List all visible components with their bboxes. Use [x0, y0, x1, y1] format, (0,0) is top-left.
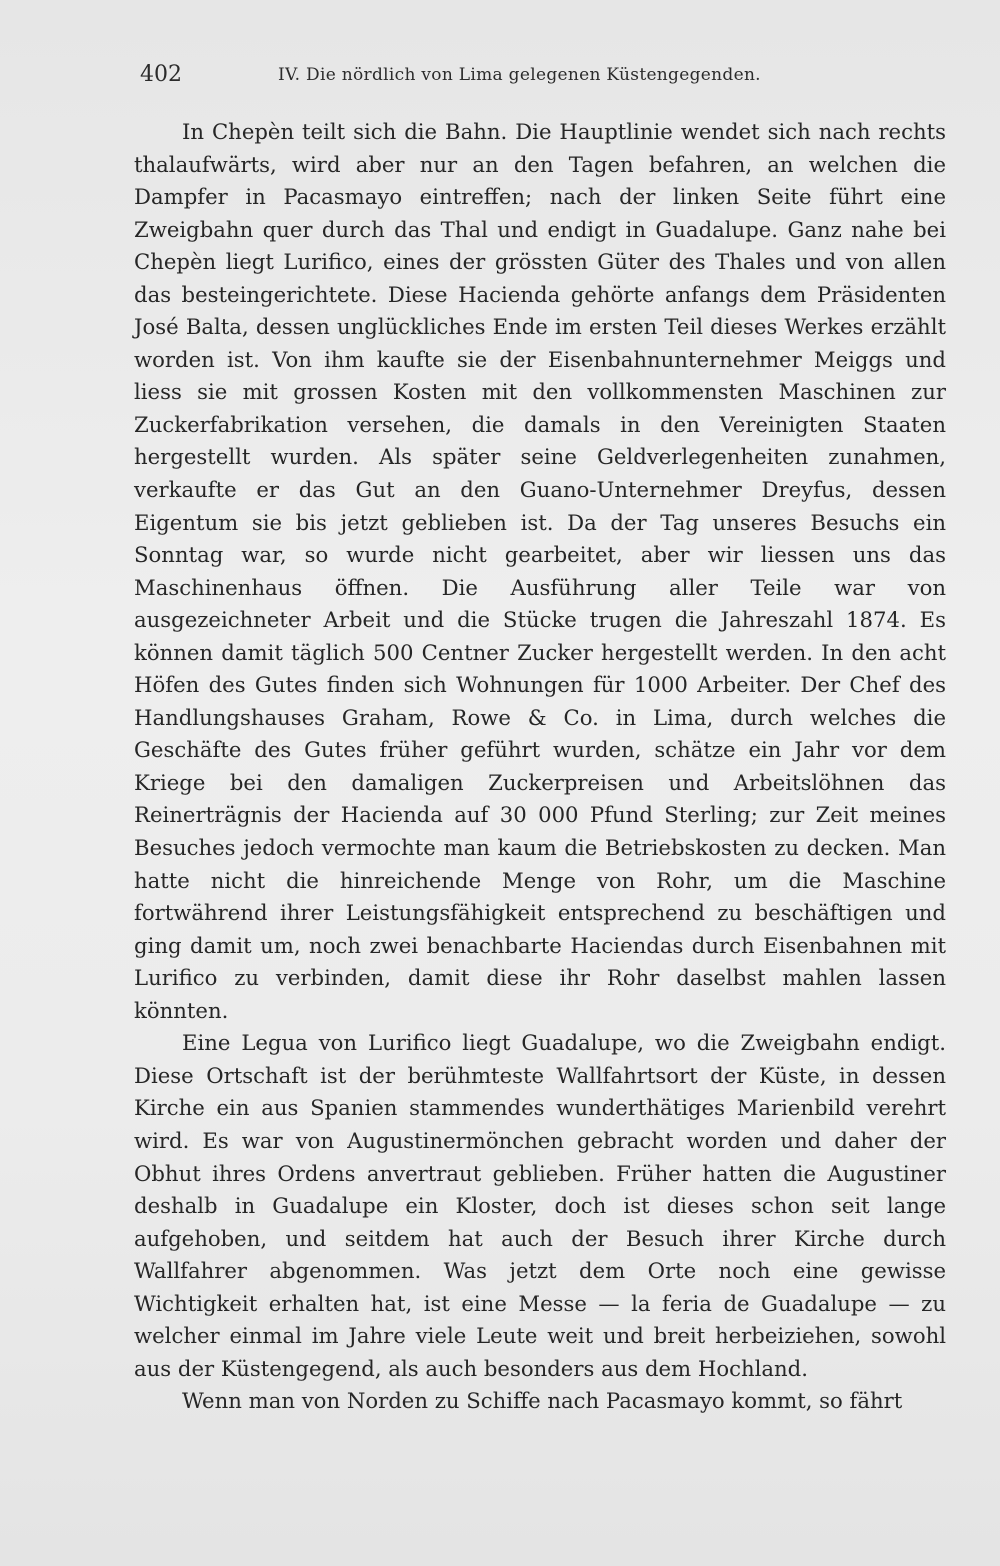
page-number: 402	[140, 62, 182, 87]
body-text	[134, 116, 946, 1418]
paragraph-guadalupe: Eine Legua von Lurifico liegt Guadalupe, wo die Zweigbahn endigt. Diese Ortschaft ist der berühmteste Wallfahrtsort der Küste, in dessen Kirche ein aus Spanien stammendes wunderthätiges Marienbild verehrt wird. Es war von Augustinermönchen gebracht worden und daher der Obhut ihres Ordens anvertraut geblieben. Früher hatten die Augustiner deshalb in Guadalupe ein Kloster, doch ist dieses schon seit lange aufgehoben, und seitdem hat auch der Besuch ihrer Kirche durch Wallfahrer abgenommen. Was jetzt dem Orte noch eine gewisse Wichtigkeit erhalten hat, ist eine Messe — la feria de Guadalupe — zu welcher einmal im Jahre viele Leute weit und breit herbeiziehen, sowohl aus der Küstengegend, als auch besonders aus dem Hochland.	[134, 1030, 946, 1381]
paragraph-pacasmayo-start: Wenn man von Norden zu Schiffe nach Pacasmayo kommt, so fährt	[182, 1388, 903, 1414]
running-title: IV. Die nördlich von Lima gelegenen Küstengegenden.	[278, 65, 761, 85]
paragraph-chepen-lurifico: In Chepèn teilt sich die Bahn. Die Hauptlinie wendet sich nach rechts thalaufwärts, wird aber nur an den Tagen befahren, an welchen die Dampfer in Pacasmayo eintreffen; nach der linken Seite führt eine Zweigbahn quer durch das Thal und endigt in Guadalupe. Ganz nahe bei Chepèn liegt Lurifico, eines der grössten Güter des Thales und von allen das besteingerichtete. Diese Hacienda gehörte anfangs dem Präsidenten José Balta, dessen unglückliches Ende im ersten Teil dieses Werkes erzählt worden ist. Von ihm kaufte sie der Eisenbahnunternehmer Meiggs und liess sie mit grossen Kosten mit den vollkommensten Maschinen zur Zuckerfabrikation versehen, die damals in den Vereinigten Staaten hergestellt wurden. Als später seine Geldverlegenheiten zunahmen, verkaufte er das Gut an den Guano-Unternehmer Dreyfus, dessen Eigentum sie bis jetzt geblieben ist. Da der Tag unseres Besuchs ein Sonntag war, so wurde nicht gearbeitet, aber wir liessen uns das Maschinenhaus öffnen. Die Ausführung aller Teile war von ausgezeichneter Arbeit und die Stücke trugen die Jahreszahl 1874. Es können damit täglich 500 Centner Zucker hergestellt werden. In den acht Höfen des Gutes finden sich Wohnungen für 1000 Arbeiter. Der Chef des Handlungshauses Graham, Rowe & Co. in Lima, durch welches die Geschäfte des Gutes früher geführt wurden, schätze ein Jahr vor dem Kriege bei den damaligen Zuckerpreisen und Arbeitslöhnen das Reinerträgnis der Hacienda auf 30 000 Pfund Sterling; zur Zeit meines Besuches jedoch vermochte man kaum die Betriebskosten zu decken. Man hatte nicht die hinreichende Menge von Rohr, um die Maschine fortwährend ihrer Leistungsfähigkeit entsprechend zu beschäftigen und ging damit um, noch zwei benachbarte Haciendas durch Eisenbahnen mit Lurifico zu verbinden, damit diese ihr Rohr daselbst mahlen lassen könnten.	[134, 119, 946, 1023]
running-head	[140, 62, 810, 96]
